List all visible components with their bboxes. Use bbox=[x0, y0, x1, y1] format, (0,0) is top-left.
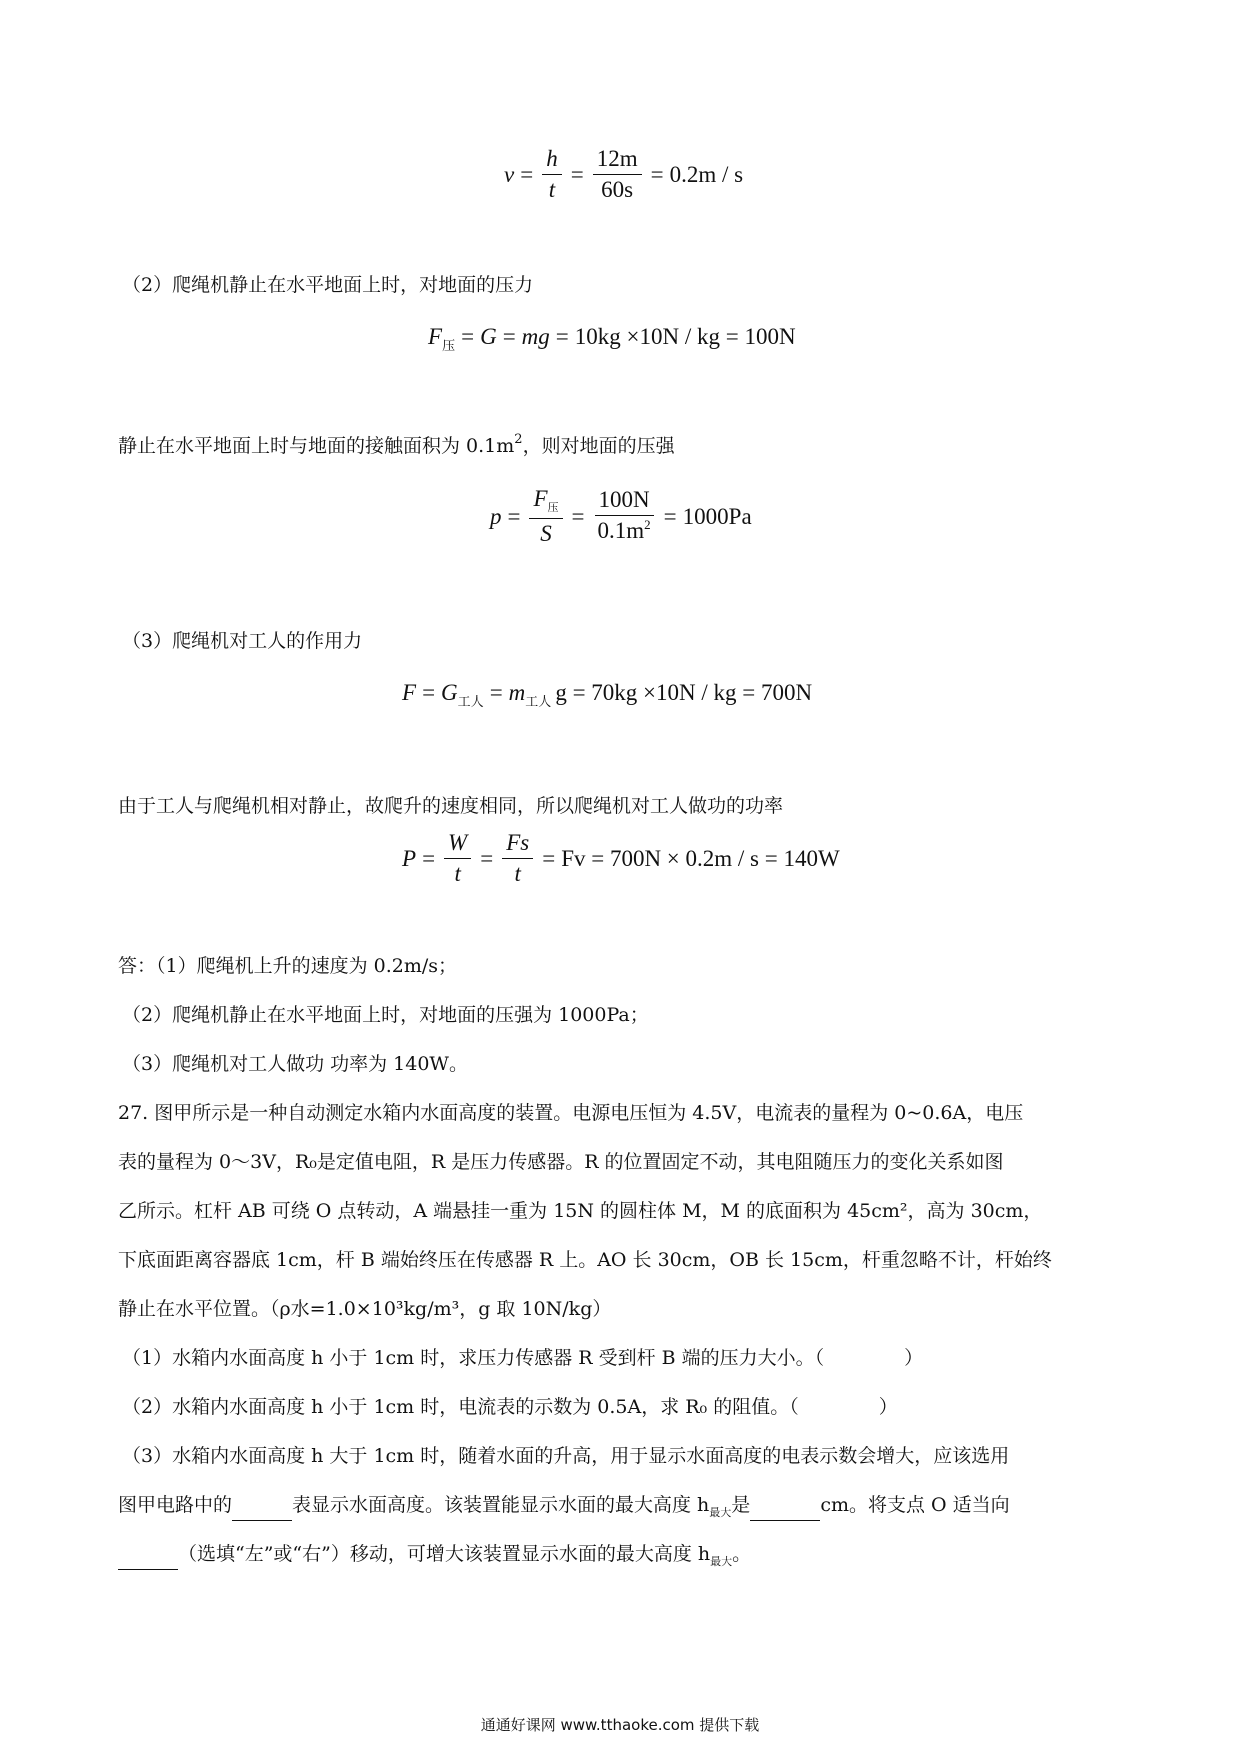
answer-blank[interactable] bbox=[750, 1500, 820, 1521]
answer-blank[interactable] bbox=[118, 1549, 178, 1570]
q27-sub1: （1）水箱内水面高度 h 小于 1cm 时，求压力传感器 R 受到杆 B 端的压力大小。（ ） bbox=[122, 1347, 924, 1369]
q27-line-1: 27. 图甲所示是一种自动测定水箱内水面高度的装置。电源电压恒为 4.5V，电流表的量程为 0~0.6A，电压 bbox=[118, 1102, 1024, 1124]
answer-line-2: （2）爬绳机静止在水平地面上时，对地面的压强为 1000Pa； bbox=[122, 1004, 649, 1026]
q27-line-3: 乙所示。杠杆 AB 可绕 O 点转动，A 端悬挂一重为 15N 的圆柱体 M，M 的底面积为 45cm²，高为 30cm， bbox=[118, 1200, 1043, 1222]
fraction: $\frac{Fs}{t}$ bbox=[502, 830, 533, 887]
fraction: $\frac{W}{t}$ bbox=[444, 830, 471, 887]
power-text: 由于工人与爬绳机相对静止，故爬升的速度相同，所以爬绳机对工人做功的功率 bbox=[118, 795, 784, 817]
part3-heading: （3）爬绳机对工人的作用力 bbox=[122, 630, 363, 652]
q27-sub3-line2: 图甲电路中的 表显示水面高度。该装置能显示水面的最大高度 $h_{最大}$是 cm。将支点 O 适当向 bbox=[118, 1494, 1010, 1519]
part2-heading: （2）爬绳机静止在水平地面上时，对地面的压力 bbox=[122, 274, 534, 296]
q27-sub2: （2）水箱内水面高度 h 小于 1cm 时，电流表的示数为 0.5A，求 R₀ 的阻值。（ ） bbox=[122, 1396, 898, 1418]
q27-line-4: 下底面距离容器底 1cm，杆 B 端始终压在传感器 R 上。AO 长 30cm，OB 长 15cm，杆重忽略不计，杆始终 bbox=[118, 1249, 1052, 1271]
formula-result: 0.2m / s bbox=[669, 161, 744, 187]
fraction: $\frac{100N}{0.1m^2}$ bbox=[594, 487, 655, 547]
fraction: $\frac{h}{t}$ bbox=[542, 146, 562, 203]
answer-blank[interactable] bbox=[232, 1500, 292, 1521]
answer-line-1: 答：（1）爬绳机上升的速度为 0.2m/s； bbox=[118, 955, 458, 977]
fraction: $\frac{F_压}{S}$ bbox=[529, 486, 562, 547]
page-footer: 通通好课网 www.tthaoke.com 提供下载 bbox=[480, 1716, 760, 1734]
formula-symbol: v bbox=[504, 161, 515, 187]
pressure-force-formula: F 压 = G = mg = 10kg ×10N / kg = 100N bbox=[428, 324, 796, 354]
q27-sub3-line1: （3）水箱内水面高度 h 大于 1cm 时，随着水面的升高，用于显示水面高度的电表示数会增大，应该选用 bbox=[122, 1445, 1010, 1467]
answer-line-3: （3）爬绳机对工人做功 功率为 140W。 bbox=[122, 1053, 468, 1075]
contact-area-text: 静止在水平地面上时与地面的接触面积为 $0.1m^2$，则对地面的压强 bbox=[118, 432, 675, 457]
q27-line-5: 静止在水平位置。（ρ水=1.0×10³kg/m³，g 取 10N/kg） bbox=[118, 1298, 612, 1320]
power-formula: P = $\frac{W}{t}$ = $\frac{Fs}{t}$ = Fv = 700N × 0.2m / s = 140W bbox=[402, 830, 840, 886]
fraction: $\frac{12m}{60s}$ bbox=[593, 146, 642, 203]
velocity-formula: v = $\frac{h}{t}$ = $\frac{12m}{60s}$ = 0.2m / s bbox=[504, 146, 744, 202]
worker-force-formula: F = G 工人 = m 工人 g = 70kg ×10N / kg = 700N bbox=[402, 680, 813, 710]
q27-line-2: 表的量程为 0～3V，R₀是定值电阻，R 是压力传感器。R 的位置固定不动，其电阻随压力的变化关系如图 bbox=[118, 1151, 1004, 1173]
q27-sub3-line3: （选填“左”或“右”）移动，可增大该装置显示水面的最大高度 $h_{最大}$。 bbox=[118, 1541, 751, 1570]
pressure-formula: p = $\frac{F_压}{S}$ = $\frac{100N}{0.1m^2}$ = 1000Pa bbox=[490, 486, 752, 546]
